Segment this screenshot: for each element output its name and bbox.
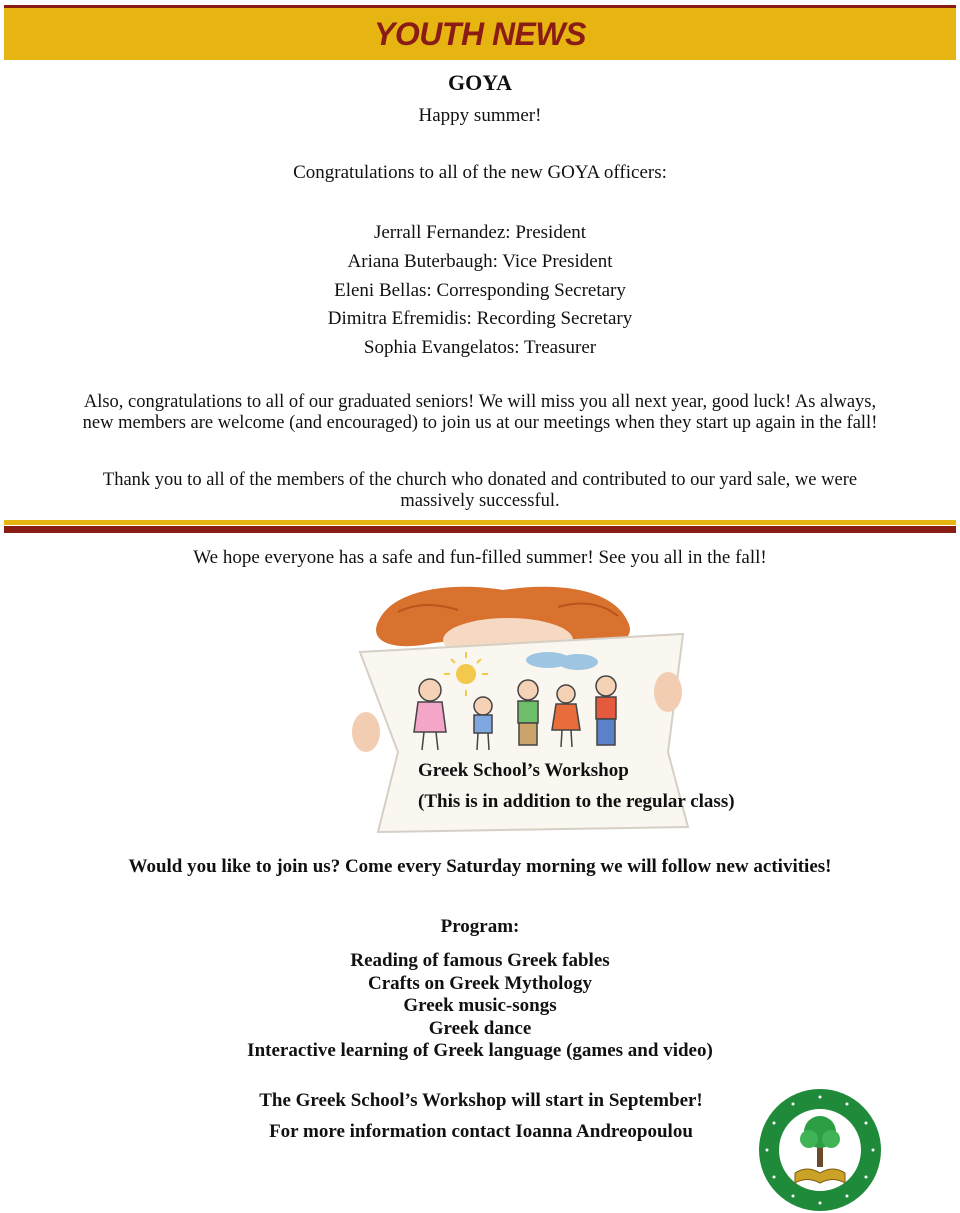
workshop-subtitle: (This is in addition to the regular class): [418, 791, 735, 812]
program-item: Interactive learning of Greek language (games and video): [247, 1040, 713, 1061]
thanks-line: Thank you to all of the members of the church who donated and contributed to our yard sale, we were: [102, 470, 858, 490]
program-list: [0, 950, 960, 1063]
workshop-title: Greek School’s Workshop: [418, 760, 629, 781]
workshop-start-note: The Greek School’s Workshop will start in September!: [259, 1090, 703, 1111]
officer-list: [0, 219, 960, 363]
officer-item: Eleni Bellas: Corresponding Secretary: [334, 279, 626, 301]
header-banner: [4, 5, 956, 60]
goya-title: GOYA: [448, 70, 512, 95]
workshop-invite: Would you like to join us? Come every Saturday morning we will follow new activities!: [128, 856, 832, 877]
divider-red: [4, 526, 956, 533]
seniors-line: Also, congratulations to all of our graduated seniors! We will miss you all next year, good luck! As always,: [83, 392, 877, 412]
officer-item: Sophia Evangelatos: Treasurer: [363, 337, 597, 359]
closing-line: We hope everyone has a safe and fun-filled summer! See you all in the fall!: [193, 547, 767, 568]
officer-item: Dimitra Efremidis: Recording Secretary: [327, 308, 633, 330]
program-label: Program:: [440, 916, 520, 937]
program-item: Greek music-songs: [403, 995, 557, 1016]
officer-item: Jerrall Fernandez: President: [373, 222, 587, 243]
page-title: YOUTH NEWS: [374, 16, 586, 52]
program-item: Crafts on Greek Mythology: [368, 972, 592, 994]
divider-gold: [4, 520, 956, 525]
goya-greeting: Happy summer!: [418, 105, 542, 126]
program-item: Reading of famous Greek fables: [350, 950, 610, 971]
seniors-paragraph: [40, 392, 920, 434]
greek-school-seal-logo: [757, 1087, 883, 1213]
program-item: Greek dance: [428, 1017, 532, 1039]
thanks-paragraph: [40, 470, 920, 512]
seniors-line: new members are welcome (and encouraged) to join us at our meetings when they start up again in the fall!: [82, 413, 878, 433]
workshop-contact: For more information contact Ioanna Andreopoulou: [269, 1121, 693, 1142]
officer-item: Ariana Buterbaugh: Vice President: [347, 250, 613, 272]
goya-congrats: Congratulations to all of the new GOYA officers:: [293, 162, 667, 183]
thanks-line: massively successful.: [400, 491, 560, 511]
